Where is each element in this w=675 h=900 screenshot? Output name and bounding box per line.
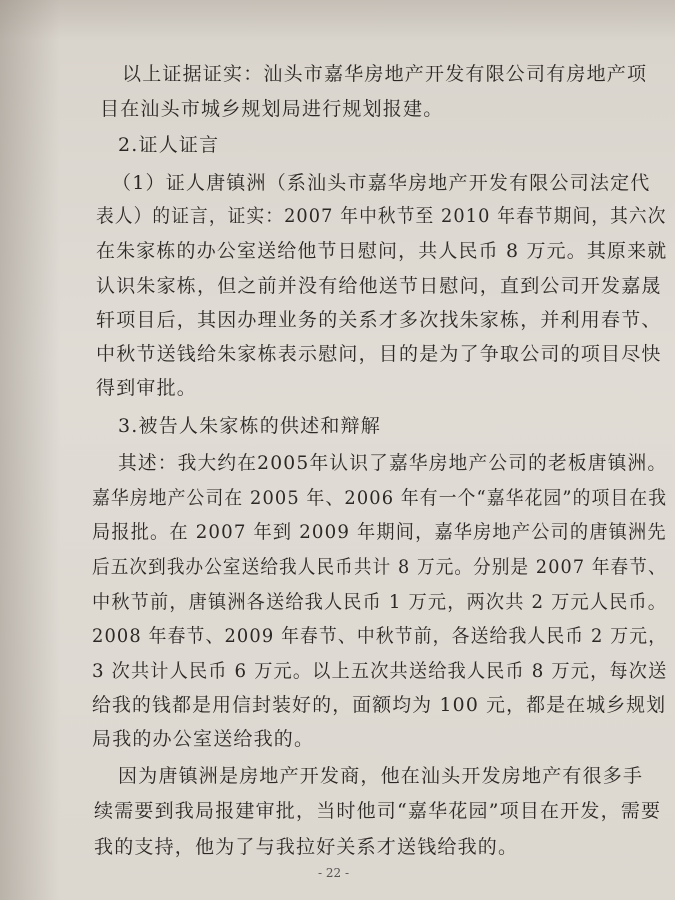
text-line: 2008 年春节、2009 年春节、中秋节前，各送给我人民币 2 万元，: [92, 625, 668, 647]
text-line: 中秋节送钱给朱家栋表示慰问，目的是为了争取公司的项目尽快: [96, 343, 662, 365]
text-line: 给我的钱都是用信封装好的，面额均为 100 元，都是在城乡规划: [92, 694, 667, 716]
section-heading: 2.证人证言: [118, 134, 220, 156]
text-line: 局我的办公室送给我的。: [92, 728, 315, 750]
text-line: 以上证据证实：汕头市嘉华房地产开发有限公司有房地产项: [122, 63, 648, 85]
text-line: （1）证人唐镇洲（系汕头市嘉华房地产开发有限公司法定代: [112, 172, 651, 194]
section-heading: 3.被告人朱家栋的供述和辩解: [118, 415, 381, 437]
text-line: 得到审批。: [96, 377, 198, 399]
page-shadow-top: [0, 0, 675, 40]
page-shadow-left: [0, 0, 60, 900]
text-line: 目在汕头市城乡规划局进行规划报建。: [100, 98, 444, 120]
text-line: 我的支持，他为了与我拉好关系才送钱给我的。: [94, 836, 519, 858]
text-line: 轩项目后，其因办理业务的关系才多次找朱家栋，并利用春节、: [96, 309, 662, 331]
text-line: 续需要到我局报建审批，当时他司“嘉华花园”项目在开发，需要: [94, 800, 662, 822]
text-line: 在朱家栋的办公室送给他节日慰问，共人民币 8 万元。其原来就: [96, 240, 668, 262]
text-line: 局报批。在 2007 年到 2009 年期间，嘉华房地产公司的唐镇洲先: [92, 521, 667, 543]
text-line: 中秋节前，唐镇洲各送给我人民币 1 万元，两次共 2 万元人民币。: [92, 591, 668, 613]
text-line: 3 次共计人民币 6 万元。以上五次共送给我人民币 8 万元，每次送: [92, 660, 668, 682]
text-line: 嘉华房地产公司在 2005 年、2006 年有一个“嘉华花园”的项目在我: [92, 487, 668, 509]
text-line: 表人）的证言，证实：2007 年中秋节至 2010 年春节期间，其六次: [96, 205, 667, 227]
text-line: 因为唐镇洲是房地产开发商，他在汕头开发房地产有很多手: [118, 765, 644, 787]
text-line: 其述：我大约在2005年认识了嘉华房地产公司的老板唐镇洲。: [118, 452, 668, 474]
page-number: - 22 -: [318, 866, 350, 880]
text-line: 认识朱家栋，但之前并没有给他送节日慰问，直到公司开发嘉晟: [96, 275, 662, 297]
text-line: 后五次到我办公室送给我人民币共计 8 万元。分别是 2007 年春节、: [92, 556, 667, 578]
